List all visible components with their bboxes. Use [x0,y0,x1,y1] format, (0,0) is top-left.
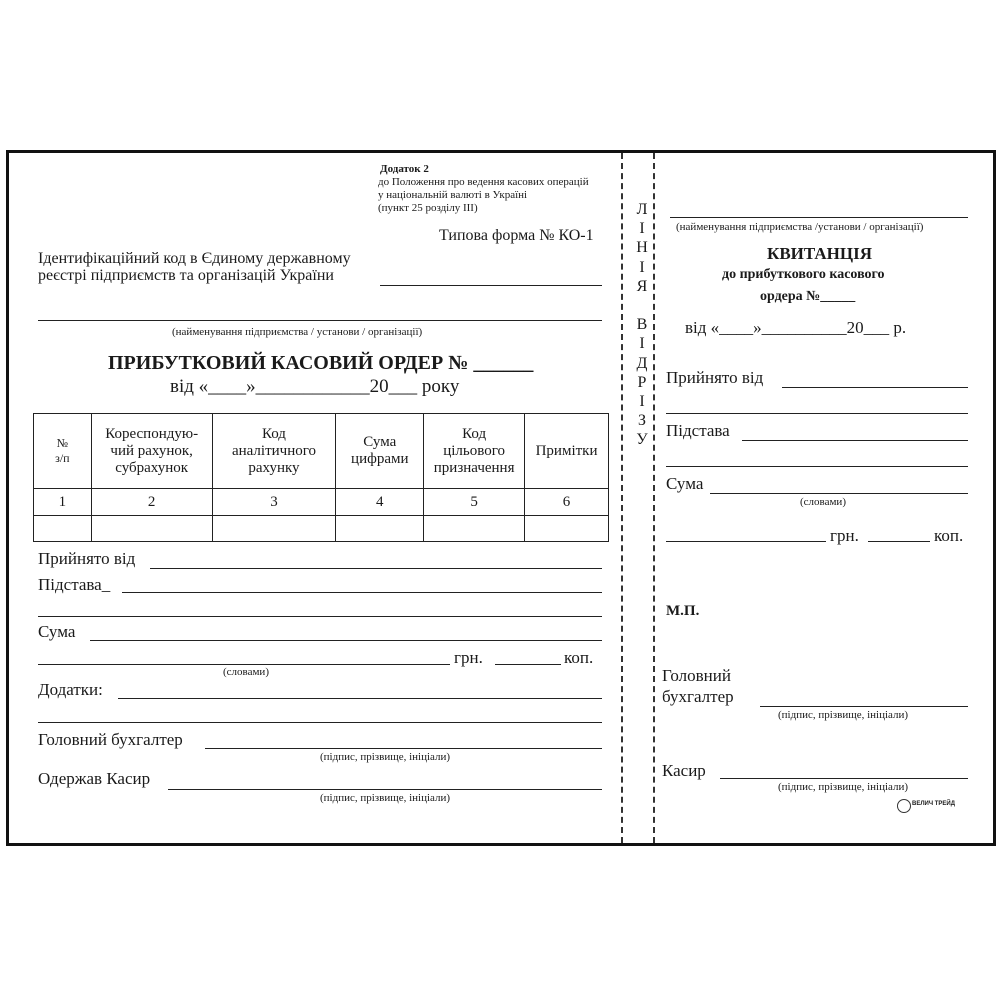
header-purpose-line-2: цільового [443,442,506,459]
basis-line[interactable] [122,592,602,593]
received-from-line[interactable] [150,568,602,569]
receipt-cashier-line[interactable] [720,778,968,779]
receipt-chief-label-2: бухгалтер [662,687,734,706]
receipt-cashier-label: Касир [662,761,706,780]
amount-words-line[interactable] [38,664,450,665]
appendix-line-3: (пункт 25 розділу ІІІ) [378,202,478,214]
amount-label: Сума [38,622,76,641]
header-row-number-line-2: з/п [55,451,70,465]
header-amount-figures [336,414,424,489]
header-notes-line-1: Примітки [535,442,598,459]
cut-letter: В [636,316,648,334]
id-code-line [380,285,602,286]
received-cashier-label: Одержав Касир [38,769,151,788]
receipt-basis-label: Підстава [666,421,730,440]
cut-letter: З [637,412,646,430]
receipt-uah-label: грн. [830,526,859,545]
basis-line-2[interactable] [38,616,602,617]
receipt-signature-caption-2: (підпис, прізвище, ініціали) [778,781,909,793]
cut-letter: І [639,220,645,238]
cut-line-left [621,153,623,843]
header-corr-line-2: чий рахунок, [110,442,193,459]
cut-letter: У [636,431,648,449]
receipt-received-from-label: Прийнято від [666,368,764,387]
receipt-subtitle-2: ордера №_____ [760,289,856,304]
column-number-2: 2 [91,489,212,516]
header-corr-line-3: субрахунок [115,459,189,476]
org-name-line [38,320,602,321]
header-amount-line-1: Сума [363,434,397,450]
header-purpose-line-1: Код [462,425,487,442]
receipt-uah-line[interactable] [666,541,826,542]
receipt-chief-line[interactable] [760,706,968,707]
cut-line-right [653,153,655,843]
appendix-title: Додаток 2 [380,163,429,175]
receipt-basis-line[interactable] [742,440,968,441]
receipt-date: від «____»__________20___ р. [685,318,907,337]
appendix-line-2: у національній валюті в Україні [378,189,528,201]
receipt-amount-label: Сума [666,474,704,493]
order-table [33,413,609,542]
table-cell[interactable] [91,516,212,542]
attachments-line[interactable] [118,698,602,699]
receipt-org-caption: (найменування підприємства /установи / організації) [676,221,924,233]
cut-letter: І [639,258,645,276]
receipt-kop-line[interactable] [868,541,930,542]
table-cell[interactable] [212,516,336,542]
column-number-4: 4 [336,489,424,516]
header-corr-line-1: Кореспондую- [105,425,199,442]
cut-letter: Л [636,201,648,218]
uah-label: грн. [454,648,483,667]
signature-caption-2: (підпис, прізвище, ініціали) [320,792,451,804]
amount-line[interactable] [90,640,602,641]
header-row-number-line-1: № [56,436,69,450]
header-analytic-line-2: аналітичного [231,442,316,459]
receipt-amount-line[interactable] [710,493,968,494]
receipt-chief-label-1: Головний [662,666,731,685]
receipt-received-from-line[interactable] [782,387,968,388]
receipt-kop-label: коп. [934,526,964,545]
receipt-basis-line-2[interactable] [666,466,968,467]
form-type: Типова форма № КО-1 [439,227,594,244]
header-purpose-code [424,414,525,489]
cut-letter: Я [636,277,648,295]
brand-logo-text: ВЕЛИЧ ТРЕЙД [912,801,955,807]
receipt-in-words-caption: (словами) [800,496,846,508]
table-cell[interactable] [336,516,424,542]
cut-letter [632,296,652,315]
receipt-title: КВИТАНЦІЯ [767,244,872,263]
cut-letter: Р [637,373,647,391]
header-notes [525,414,609,489]
attachments-label: Додатки: [38,680,103,699]
receipt-org-line[interactable] [670,217,968,218]
basis-label: Підстава_ [38,575,111,594]
id-code-label-2: реєстрі підприємств та організацій України [38,267,334,284]
table-cell[interactable] [424,516,525,542]
table-cell[interactable] [525,516,609,542]
kop-label: коп. [564,648,594,667]
header-row-number [34,414,92,489]
header-analytic-code [212,414,336,489]
header-purpose-line-3: призначення [433,459,515,476]
header-analytic-line-1: Код [261,425,286,442]
id-code-label-1: Ідентифікаційний код в Єдиному державному [38,250,351,267]
brand-logo-icon [897,799,911,813]
header-amount-line-2: цифрами [351,451,409,467]
appendix-line-1: до Положення про ведення касових операцій [378,176,589,188]
chief-accountant-line[interactable] [205,748,602,749]
cut-line-label [632,200,652,450]
cut-letter: Д [636,354,648,372]
receipt-received-from-line-2[interactable] [666,413,968,414]
received-from-label: Прийнято від [38,549,136,568]
chief-accountant-label: Головний бухгалтер [38,730,183,749]
column-number-3: 3 [212,489,336,516]
receipt-stamp-label: М.П. [666,603,700,619]
kop-line[interactable] [495,664,561,665]
signature-caption-1: (підпис, прізвище, ініціали) [320,751,451,763]
receipt-subtitle-1: до прибуткового касового [722,267,885,282]
cut-letter: І [639,335,645,353]
attachments-line-2[interactable] [38,722,602,723]
table-cell[interactable] [34,516,92,542]
document-date: від «____»____________20___ року [170,376,460,397]
document-title: ПРИБУТКОВИЙ КАСОВИЙ ОРДЕР № ______ [108,352,534,374]
header-analytic-line-3: рахунку [248,459,300,476]
cashier-line[interactable] [168,789,602,790]
cut-letter: І [639,393,645,411]
header-correspondent-account [91,414,212,489]
column-number-5: 5 [424,489,525,516]
column-number-6: 6 [525,489,609,516]
in-words-caption: (словами) [223,666,269,678]
receipt-signature-caption-1: (підпис, прізвище, ініціали) [778,709,909,721]
cut-letter: Н [636,239,648,257]
org-name-caption: (найменування підприємства / установи / організації) [172,326,423,338]
column-number-1: 1 [34,489,92,516]
